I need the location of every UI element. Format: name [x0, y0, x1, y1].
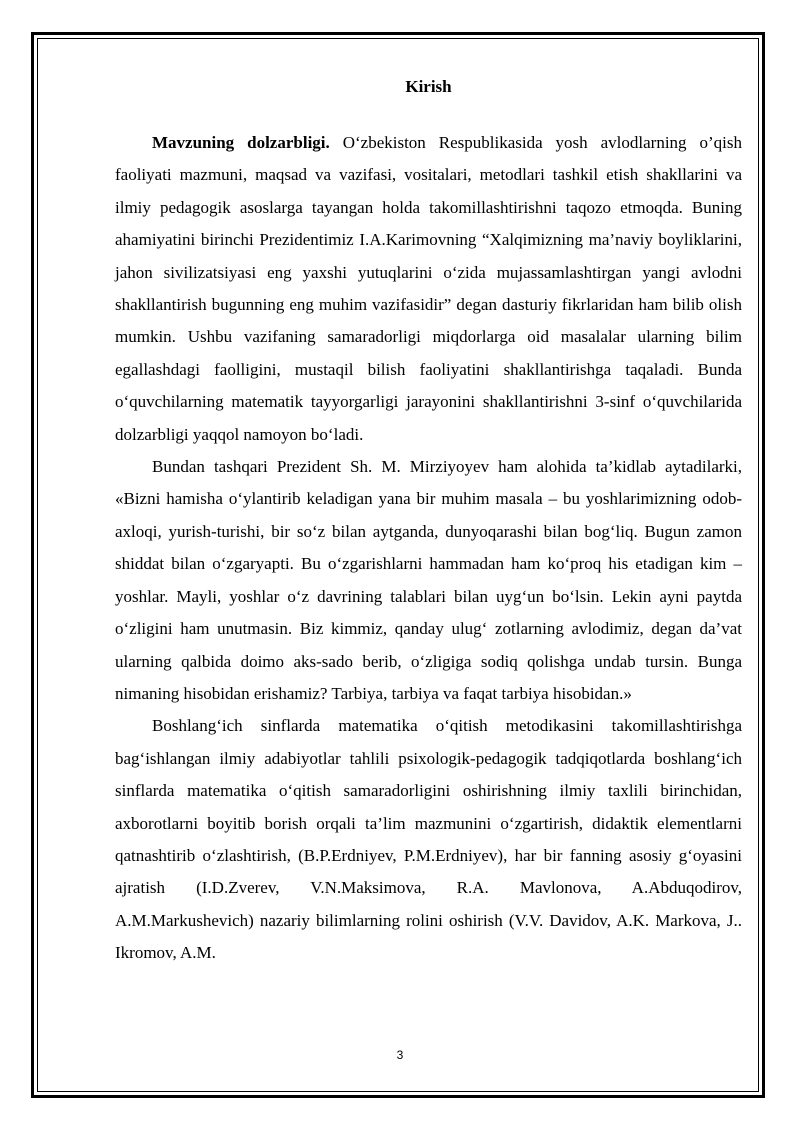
- paragraph-text: O‘zbekiston Respublikasida yosh avlodlarning o’qish faoliyati mazmuni, maqsad va vazifasi, vositalari, metodlari tashkil etish shakllarini va ilmiy pedagogik asoslarga tayangan holda takomillashtirishni taqozo etmoqda. Buning ahamiyatini birinchi Prezidentimiz I.A.Karimovning “Xalqimizning ma’naviy boyliklarini, jahon sivilizatsiyasi eng yaxshi yutuqlarini o‘zida mujassamlashtirgan yangi avlodni shakllantirish bugunning eng muhim vazifasidir” degan dasturiy fikrlaridan ham bilib olish mumkin. Ushbu vazifaning samaradorligi miqdorlarga oid masalalar ularning bilim egallashdagi faolligini, mustaqil bilish faoliyatini shakllantirishga taqaladi. Bunda o‘quvchilarning matematik tayyorgarligi jarayonini shakllantirishni 3-sinf o‘quvchilarida dolzarbligi yaqqol namoyon bo‘ladi.: [115, 133, 742, 444]
- page-number: 3: [396, 1048, 404, 1062]
- paragraph-president-quote: [115, 451, 742, 710]
- section-title: Kirish: [405, 77, 452, 96]
- paragraph-literature-review: [115, 710, 742, 969]
- paragraph-relevance: [115, 127, 742, 451]
- paragraph-text: Boshlang‘ich sinflarda matematika o‘qitish metodikasini takomillashtirishga bag‘ishlangan ilmiy adabiyotlar tahlili psixologik-pedagogik tadqiqotlarda boshlang‘ich sinflarda matematika o‘qitish samaradorligini oshirishning ilmiy taxlili birinchidan, axborotlarni boyitib borish orqali ta’lim mazmunini o‘zgartirish, didaktik elementlarni qatnashtirib o‘zlashtirish, (B.P.Erdniyev, P.M.Erdniyev), har bir fanning asosiy g‘oyasini ajratish (I.D.Zverev, V.N.Maksimova, R.A. Mavlonova, A.Abduqodirov, A.M.Markushevich) nazariy bilimlarning rolini oshirish (V.V. Davidov, A.K. Markova, J.. Ikromov, A.M.: [115, 716, 742, 963]
- paragraph-lead: Mavzuning dolzarbligi.: [152, 133, 330, 152]
- page-content: [115, 74, 742, 970]
- paragraph-text: Bundan tashqari Prezident Sh. M. Mirziyoyev ham alohida ta’kidlab aytadilarki, «Bizni hamisha o‘ylantirib keladigan yana bir muhim masala – bu yoshlarimizning odob-axloqi, yurish-turishi, bir so‘z bilan aytganda, dunyoqarashi bilan bog‘liq. Bugun zamon shiddat bilan o‘zgaryapti. Bu o‘zgarishlarni hammadan ham ko‘proq his etadigan kim – yoshlar. Mayli, yoshlar o‘z davrining talablari bilan uyg‘un bo‘lsin. Lekin ayni paytda o‘zligini ham unutmasin. Biz kimmiz, qanday ulug‘ zotlarning avlodimiz, degan da’vat ularning qalbida doimo aks-sado berib, o‘zligiga sodiq qolishga undab tursin. Bunga nimaning hisobidan erishamiz? Tarbiya, tarbiya va faqat tarbiya hisobidan.»: [115, 457, 742, 703]
